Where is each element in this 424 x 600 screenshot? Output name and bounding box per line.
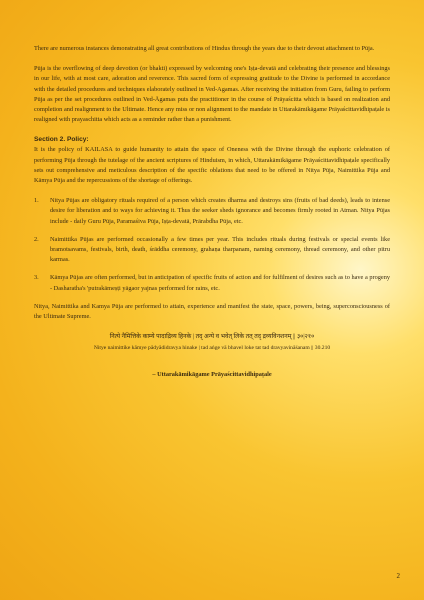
page-number: 2 [396, 572, 400, 580]
list-item-number: 1. [34, 197, 39, 205]
closing-paragraph: Nitya, Naimittika and Kamya Pūja are performed to attain, experience and manifest the state, space, powers, being, superconsciousness of the Ultimate Supreme. [34, 302, 390, 321]
intro-paragraph: There are numerous instances demonstrating all great contributions of Hindus through the years due to their devout attachment to Pūja. [34, 45, 375, 52]
list-item [34, 196, 390, 227]
list-item-number: 2. [34, 235, 39, 243]
document-body [34, 44, 390, 378]
list-item-number: 3. [34, 274, 39, 282]
puja-definition-paragraph: Pūja is the overflowing of deep devotion (or bhakti) expressed by welcoming one's Iṣṭa-devatā and celebrating their presence and blessings in our life, with at most care, adoration and reverence. This sacred form of expressing gratitude to the Divine is performed in accordance with the detailed procedures and techniques elaborately outlined in Ved-Agamas. After receiving the initiation from Guru, failing to perform Pūja as per the set procedures outlined in Ved-Āgamas puts the practitioner in the course of Prāyaścitta which is based on realization and completion and realignment to the Ultimate. Hence any miss or non alignment to the mandate in Uttarakāmikāgame Prāyaścittavidhipaṭale is realigned with prayaschitta which acts as a reminder rather than a punishment. [34, 65, 390, 124]
list-item-text: Kāmya Pūjas are often performed, but in anticipation of specific fruits of action and for fulfilment of desires such as to have a progeny - Dasharatha's 'putrakāmeṣṭi yāgaor yajnas performed for rains, etc. [50, 274, 390, 292]
sanskrit-verse: नित्ये नैमित्तिके काम्ये पादाद्रिव्य हिनके | तद् अन्ये व भवेत् लिके तत् तद् द्रव्यविनशनम् || ३०|२१० [109, 333, 315, 341]
verse-source: – Uttarakāmikāgame Prāyaścittavidhipaṭale [152, 371, 272, 379]
list-item-text: Naimittika Pūjas are performed occasionally a few times per year. This includes rituals during festivals or special events like bramotsavams, festivals, birth, death, śrāddha ceremony, grahaṇa tharpanam, naming ceremony, thread ceremony, and other pitru karmas. [50, 235, 390, 264]
puja-types-list [34, 196, 390, 294]
list-item-text: Nitya Pūjas are obligatory rituals required of a person which creates dharma and destroys sins (fruits of bad deeds), leads to intense desire for liberation and to ways for achieving it. Thus the seeker sheds ignorance and becomes firmly rooted in Atman. Nitya Pūjas include - daily Guru Pūja, Paramaśiva Pūja, Iṣṭa-devatā, Prārabdha Pūja, etc. [50, 197, 390, 225]
list-item [34, 273, 390, 293]
policy-paragraph: It is the policy of KAILASA to guide humanity to attain the space of Oneness with the Divine through the euphoric celebration of performing Pūja through the tutelage of the ancient scriptures of Hinduism, in which, Uttarakāmikāgame Prāyaścittavidhipaṭale specifically sets out comprehensive and meticulous description of the specific oblations that need to be offered in Nitya Pūja, Naimittika Pūja and Kāmya Pūja and the repercussions of the shortage of offerings. [34, 146, 390, 185]
section-heading: Section 2. Policy: [34, 136, 89, 144]
list-item [34, 235, 390, 266]
verse-transliteration: Nitye naimittike kāmye pādyādidravya hinake | tad aṅge vā bhavel loke tat tad dravyavināśanam || 30.210 [93, 345, 331, 352]
